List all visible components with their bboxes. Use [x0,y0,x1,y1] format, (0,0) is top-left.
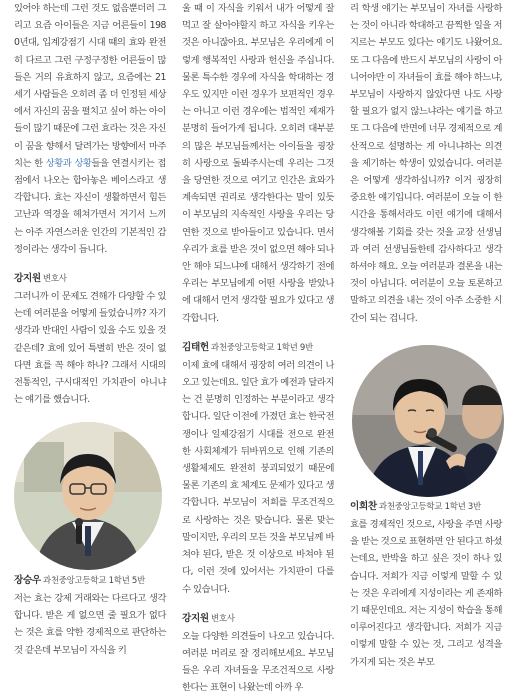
speech-paragraph: 오늘 다양한 의견들이 나오고 있습니다. 여러분 머리로 잘 정리해보세요. 부모님들은 우리 자녀들을 무조건적으로 사랑한다는 표현이 나왔는데 아까 우 [182,630,334,694]
student-speaking-photo [352,345,504,497]
column-1-lower [14,574,166,659]
column-3 [350,0,502,327]
student-portrait-image [14,422,162,570]
speaker-name: 강지원 [14,273,41,285]
speaker-name: 장승우 [14,575,41,586]
col3-intro-paragraph: 리 학생 얘기는 부모님이 자녀를 사랑하는 것이 아니라 학대하고 끔찍한 일을 저지르는 부모도 있다는 얘기도 나왔어요. 또 그 다음에 반드시 부모님의 사랑이 아니어야만 이 자녀들이 효를 해야 하느냐, 부모님이 사랑하지 않았다면 나도 사랑할 필요가 없지 않느냐라는 얘기를 하고 또 그 다음에 반면에 너무 경제적으로 계산적으로 설명하는 게 아니냐하는 의견을 제기하는 학생이 있었습니다. 여러분은 어떻게 생각하십니까? 이거 굉장히 중요한 얘기입니다. 여러분이 오늘 이 한 시간을 통해서라도 이런 얘기에 대해서 생각해볼 기회를 갖는 것을 교장 선생님과 여러 선생님들한테 감사하다고 생각하셔야 해요. 오늘 여러분과 결론을 내는 것이 아닙니다. 여러분이 오늘 토론하고 말하고 의견을 내는 것이 아주 소중한 시간이 되는 겁니다. [350,3,502,324]
speaker-name: 강지원 [182,612,209,624]
col1-intro-emphasis: 상황과 상황 [45,157,92,169]
speaker-role: 변호사 [42,274,67,285]
speaker-role: 변호사 [210,613,235,624]
speaker-heading [14,272,166,286]
speaker-heading [14,574,166,588]
speaker-name: 이희찬 [350,501,377,512]
speaker-role: 과천중앙고등학교 1학년 9반 [210,342,313,353]
col1-intro-tail: 들을 연결시키는 접점에서 나오는 합아놓은 베이스라고 생각합니다. 효는 자신이 생활하면서 힘든 고난과 역경을 헤쳐가면서 거기서 느끼는 아주 자연스러운 인간의 기본적인 감정이라는 생각이 듭니다. [14,157,166,255]
speaker-heading [350,500,502,514]
speech-paragraph: 효를 경제적인 것으로, 사랑을 주면 사랑을 받는 것으로 표현하면 안 된다고 하셨는데요, 반박을 하고 싶은 것이 하나 있습니다. 저희가 지금 이렇게 말할 수 있는 것은 우리에게 지성이라는 게 존재하기 때문인데요. 저는 지성이 학습을 통해 이루어진다고 생각합니다. 저희가 지금 이렇게 말할 수 있는 것, 그리고 성격을 가지게 되는 것은 부모 [350,519,502,668]
col1-intro-paragraph [14,0,166,258]
student-portrait-photo [14,422,162,570]
column-2 [182,0,334,697]
column-3-lower [350,500,502,671]
speaker-role: 과천중앙고등학교 1학년 5반 [42,576,145,586]
speaker-name: 김태헌 [182,341,209,353]
speaker-role: 과천중앙고등학교 1학년 3반 [378,502,481,512]
student-speaking-image [352,345,504,497]
speech-paragraph: 저는 효는 강제 거래와는 다르다고 생각합니다. 받은 게 없으면 줄 필요가 없다는 것은 효를 약한 경제적으로 판단하는 것 같은데 부모님이 자식을 키 [14,593,166,656]
col1-intro-text: 있어야 하는데 그런 것도 없음뿐더러 그리고 요즘 아이들은 지금 어른들이 1980년대, 입계강점기 시대 때의 효와 완전히 다르고 그런 구정구정한 어른들이 많들은 거의 유효하지 않고, 요즘에는 21세기 사람들은 오히려 좀 더 인정된 세상에서 자신의 꿈을 펼치고 싶어 하는 아이들이 많기 때문에 그런 효라는 것은 자신이 꿈을 향해서 달려가는 방향에서 마주치는 한 [14,3,166,169]
speech-paragraph: 그러니까 이 문제도 견해가 다양할 수 있는데 여러분을 어떻게 들었습니까? 자기 생각과 반대인 사람이 있을 수도 있을 것 같은데? 효에 있어 특별히 반은 것이 없다면 효를 꼭 해야 하나? 그래서 시대의 전통적인, 구시대적인 가치관이 아니냐는 얘기를 했습니다. [14,291,166,406]
speaker-heading [182,612,334,626]
speaker-heading [182,341,334,355]
speech-paragraph: 이제 효에 대해서 굉장히 여러 의견이 나오고 있는데요. 일단 효가 예전과 달라지는 건 분명히 인정하는 부분이라고 생각합니다. 일단 이전에 가졌던 효는 한국전쟁이나 일제강점기 시대를 전으로 완전한 사회체계가 뒤바뀌으로 인해 기존의 생활체제도 완전히 붕괴되었기 때문에 물론 기존의 효 체계도 문제가 있다고 생각합니다. 부모님이 저희를 무조건적으로 사랑하는 것은 맞습니다. 물론 맞는 말이지만, 우리의 모든 것을 부모님께 바쳐야 된다, 받은 것 이상으로 바쳐야 된다, 이런 것에 있어서는 가치판이 다를 수 있습니다. [182,359,334,595]
col2-intro-paragraph: 울 때 이 자식을 키워서 내가 어떻게 잘 먹고 잘 살아야할지 하고 자식을 키우는 것은 아니잖아요. 부모님은 우리에게 이렇게 행복적인 사랑과 헌신을 주십니다. 물론 특수한 경우에 자식을 학대하는 경우도 있지만 이런 경우가 보편적인 경우는 아니고 이런 경우에는 법적인 제재가 분명히 들어가게 됩니다. 오히려 대부분의 많은 부모님들께서는 아이들을 굉장히 사랑으로 돌봐주시는데 우리는 그것을 당연한 것으로 여기고 인간은 효와가 계속되면 권리로 생각한다는 말이 있듯이 부모님의 지속적인 사랑을 우리는 당연한 것으로 받아들이고 있습니다. 면서 우리가 효를 받은 것이 없으면 해야 되나 안 해야 되느냐에 대해서 생각하기 전에 우리는 부모님에게 어떤 사랑을 받았나에 대해서 먼저 생각할 필요가 있다고 생각합니다. [182,3,334,324]
column-1 [14,0,166,408]
